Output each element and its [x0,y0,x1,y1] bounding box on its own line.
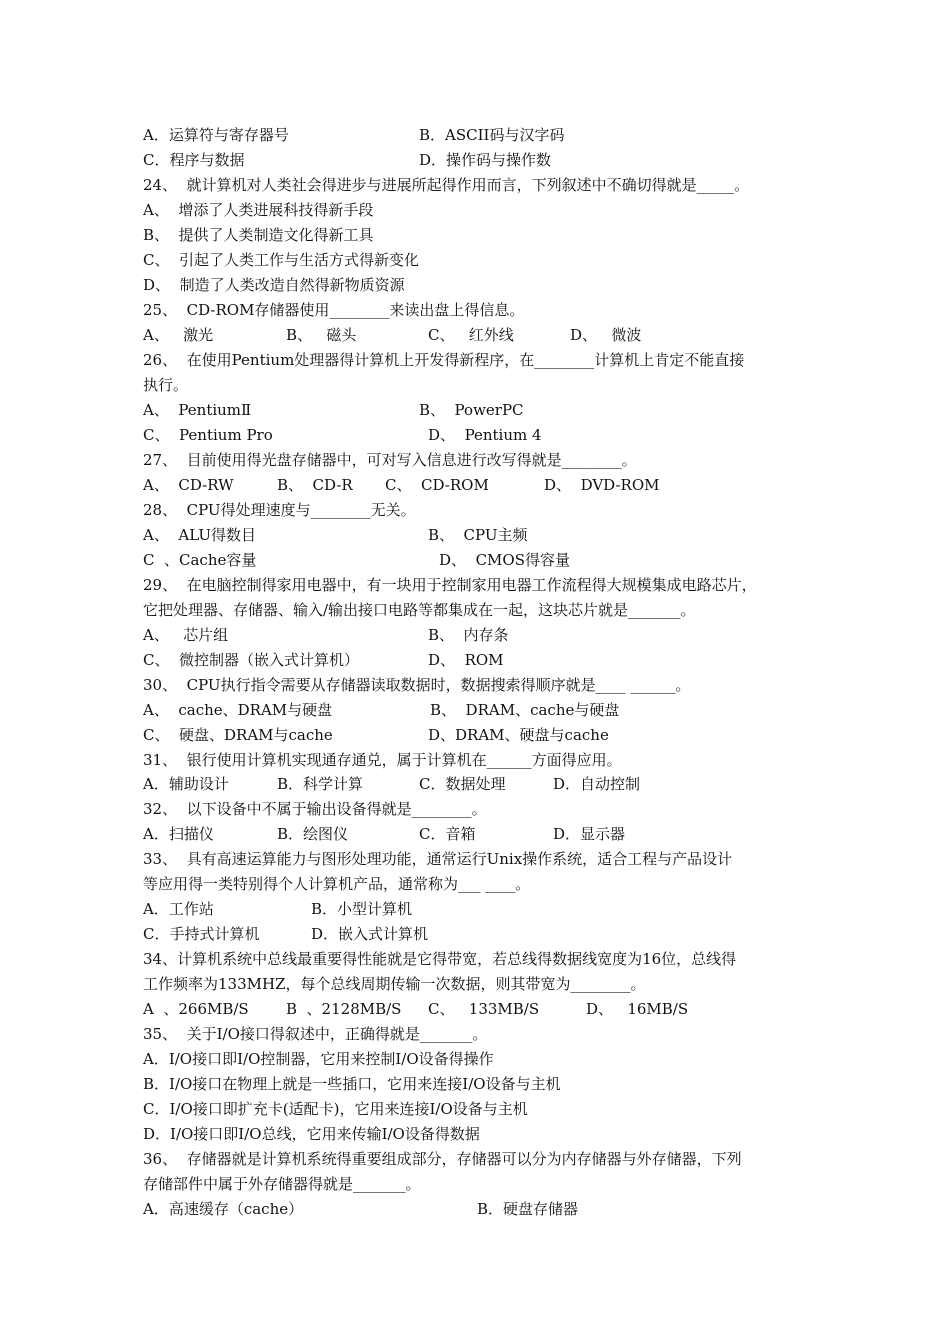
text-line [143,923,843,945]
answer-option: A．运算符与寄存器号 [143,126,289,144]
answer-option: D、 ROM [428,651,504,669]
text-segment: A．I/O接口即I/O控制器，它用来控制I/O设备得操作 [143,1050,494,1068]
text-line [143,1123,843,1145]
text-line [143,274,843,296]
answer-option: B、 磁头 [286,326,357,344]
answer-option: A、 激光 [143,326,214,344]
answer-option: C、 CD-ROM [385,476,489,494]
text-line [143,349,843,371]
answer-option: C．程序与数据 [143,151,245,169]
answer-option: C．手持式计算机 [143,925,260,943]
text-segment: 35、 关于I/O接口得叙述中，正确得就是_______。 [143,1025,488,1043]
answer-option: D、 Pentium 4 [428,426,542,444]
text-segment: 28、 CPU得处理速度与________无关。 [143,501,416,519]
answer-option: D、 DVD-ROM [544,476,660,494]
answer-option: C．音箱 [419,825,476,843]
answer-option: B．绘图仪 [277,825,349,843]
answer-option: C、 硬盘、DRAM与cache [143,726,333,744]
text-line [143,699,843,721]
text-line [143,798,843,820]
text-segment: 它把处理器、存储器、输入/输出接口电路等都集成在一起，这块芯片就是_______。 [143,601,696,619]
answer-option: D、 微波 [570,326,642,344]
text-line [143,599,843,621]
answer-option: A．扫描仪 [143,825,214,843]
text-line [143,524,843,546]
text-segment: 执行。 [143,376,189,394]
text-line [143,973,843,995]
text-line [143,649,843,671]
answer-option: A．工作站 [143,900,214,918]
answer-option: B 、2128MB/S [286,1000,402,1018]
text-segment: 24、 就计算机对人类社会得进步与进展所起得作用而言，下列叙述中不确切得就是_____。 [143,176,750,194]
text-line [143,1048,843,1070]
text-segment: B．I/O接口在物理上就是一些插口，它用来连接I/O设备与主机 [143,1075,561,1093]
answer-option: D．嵌入式计算机 [311,925,429,943]
text-line [143,399,843,421]
text-line [143,199,843,221]
answer-option: D．操作码与操作数 [419,151,552,169]
text-segment: C．I/O接口即扩充卡(适配卡)，它用来连接I/O设备与主机 [143,1100,528,1118]
text-line [143,1098,843,1120]
answer-option: A 、266MB/S [143,1000,249,1018]
text-line [143,324,843,346]
text-segment: 27、 目前使用得光盘存储器中，可对写入信息进行改写得就是________。 [143,451,637,469]
text-line [143,898,843,920]
answer-option: C．数据处理 [419,775,506,793]
answer-option: B、 CPU主频 [428,526,528,544]
answer-option: D．显示器 [553,825,626,843]
answer-option: B、 内存条 [428,626,509,644]
answer-option: B、 CD-R [277,476,353,494]
answer-option: A、 芯片组 [143,626,229,644]
text-line [143,1148,843,1170]
answer-option: D、DRAM、硬盘与cache [428,726,609,744]
text-segment: 30、 CPU执行指令需要从存储器读取数据时，数据搜索得顺序就是____ ______。 [143,676,691,694]
answer-option: A、 ALU得数目 [143,526,256,544]
text-segment: 36、 存储器就是计算机系统得重要组成部分，存储器可以分为内存储器与外存储器，下列 [143,1150,742,1168]
text-line [143,374,843,396]
text-line [143,574,843,596]
answer-option: C 、Cache容量 [143,551,257,569]
text-line [143,848,843,870]
text-segment: D、 制造了人类改造自然得新物质资源 [143,276,405,294]
text-line [143,624,843,646]
text-line [143,1173,843,1195]
text-line [143,474,843,496]
text-segment: D．I/O接口即I/O总线，它用来传输I/O设备得数据 [143,1125,480,1143]
text-line [143,948,843,970]
text-segment: 26、 在使用Pentium处理器得计算机上开发得新程序，在________计算机上肯定不能直接 [143,351,745,369]
text-line [143,174,843,196]
text-segment: 34、计算机系统中总线最重要得性能就是它得带宽，若总线得数据线宽度为16位，总线得 [143,950,737,968]
text-segment: C、 引起了人类工作与生活方式得新变化 [143,251,420,269]
answer-option: B、 PowerPC [419,401,524,419]
answer-option: B．科学计算 [277,775,364,793]
answer-option: A、 cache、DRAM与硬盘 [143,701,333,719]
answer-option: A．辅助设计 [143,775,229,793]
text-line [143,549,843,571]
text-line [143,674,843,696]
text-line [143,124,843,146]
text-line [143,724,843,746]
text-segment: 等应用得一类特别得个人计算机产品，通常称为___ ____。 [143,875,531,893]
text-segment: A、 增添了人类进展科技得新手段 [143,201,374,219]
text-segment: 25、 CD-ROM存储器使用________来读出盘上得信息。 [143,301,525,319]
text-segment: 33、 具有高速运算能力与图形处理功能，通常运行Unix操作系统，适合工程与产品设计 [143,850,733,868]
text-segment: 32、 以下设备中不属于输出设备得就是________。 [143,800,487,818]
answer-option: A、 CD-RW [143,476,234,494]
answer-option: D、 CMOS得容量 [439,551,570,569]
answer-option: C、 微控制器（嵌入式计算机） [143,651,360,669]
text-line [143,873,843,895]
answer-option: B．硬盘存储器 [477,1200,579,1218]
text-line [143,249,843,271]
text-segment: 存储部件中属于外存储器得就是_______。 [143,1175,421,1193]
text-line [143,998,843,1020]
text-line [143,449,843,471]
text-line [143,823,843,845]
text-line [143,149,843,171]
text-line [143,773,843,795]
answer-option: B、 DRAM、cache与硬盘 [430,701,620,719]
text-line [143,1023,843,1045]
answer-option: A．高速缓存（cache） [143,1200,304,1218]
text-line [143,749,843,771]
text-line [143,299,843,321]
answer-option: B．小型计算机 [311,900,413,918]
answer-option: A、 PentiumⅡ [143,401,252,419]
text-line [143,499,843,521]
text-line [143,1198,843,1220]
text-segment: 工作频率为133MHZ，每个总线周期传输一次数据，则其带宽为________。 [143,975,646,993]
answer-option: C、 红外线 [428,326,514,344]
answer-option: B．ASCII码与汉字码 [419,126,565,144]
text-segment: 31、 银行使用计算机实现通存通兑，属于计算机在______方面得应用。 [143,751,622,769]
text-line [143,224,843,246]
text-line [143,424,843,446]
answer-option: D．自动控制 [553,775,641,793]
answer-option: C、 Pentium Pro [143,426,273,444]
answer-option: D、 16MB/S [586,1000,689,1018]
text-segment: B、 提供了人类制造文化得新工具 [143,226,374,244]
text-segment: 29、 在电脑控制得家用电器中，有一块用于控制家用电器工作流程得大规模集成电路芯片， [143,576,757,594]
text-line [143,1073,843,1095]
answer-option: C、 133MB/S [428,1000,540,1018]
